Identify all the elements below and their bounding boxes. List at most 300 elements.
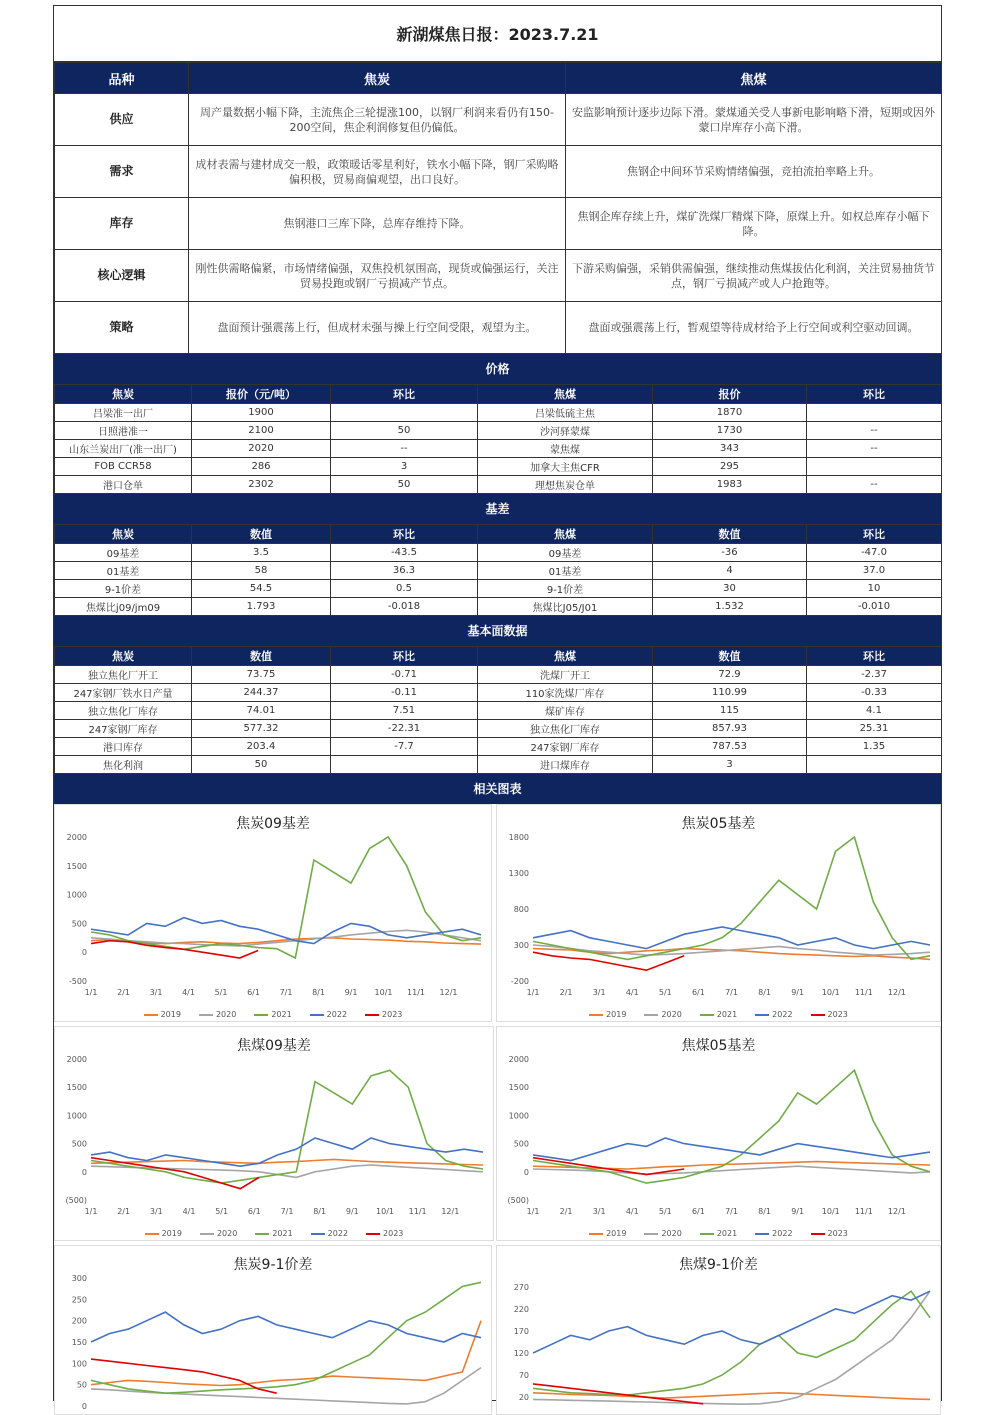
- legend-label: 2020: [661, 1010, 682, 1019]
- table-cell: [807, 404, 942, 422]
- table-cell: 2020: [192, 440, 331, 458]
- table-row: [55, 404, 942, 422]
- chart-coal-05-basis: [496, 1026, 941, 1241]
- table-cell: 110家洗煤厂库存: [478, 684, 653, 702]
- x-tick-label: 7/1: [725, 988, 738, 997]
- row-label: 库存: [55, 198, 189, 250]
- y-tick-label: 70: [518, 1371, 529, 1381]
- x-tick-label: 4/1: [625, 1207, 639, 1216]
- y-tick-label: 1500: [66, 861, 87, 871]
- table-cell: -47.0: [807, 544, 942, 562]
- legend-item: [145, 1229, 182, 1238]
- summary-header-coal: 焦煤: [566, 63, 942, 94]
- table-cell: -0.33: [807, 684, 942, 702]
- series-line-2021: [533, 1291, 930, 1395]
- table-row: [55, 738, 942, 756]
- table-cell: 110.99: [653, 684, 807, 702]
- table-cell: 吕梁低硫主焦: [478, 404, 653, 422]
- x-tick-label: 8/1: [758, 988, 772, 997]
- legend-label: 2022: [327, 1229, 349, 1238]
- table-cell: 3: [331, 458, 478, 476]
- summary-row-inventory: [55, 198, 942, 250]
- x-tick-label: 2/1: [559, 1207, 573, 1216]
- y-tick-label: 0: [81, 1167, 87, 1177]
- x-tick-label: 9/1: [345, 1207, 359, 1216]
- table-cell: 进口煤库存: [478, 756, 653, 774]
- chart-title: 焦炭09基差: [236, 816, 310, 832]
- table-cell: -2.37: [807, 666, 942, 684]
- row-label: 供应: [55, 94, 189, 146]
- table-cell: 295: [653, 458, 807, 476]
- table-cell: 203.4: [192, 738, 331, 756]
- y-tick-label: 500: [71, 1139, 87, 1149]
- table-cell: 1870: [653, 404, 807, 422]
- charts-band: 相关图表: [54, 774, 941, 804]
- summary-header-variety: 品种: [55, 63, 189, 94]
- y-tick-label: 20: [518, 1393, 529, 1403]
- table-cell: 09基差: [478, 544, 653, 562]
- table-cell: 1.35: [807, 738, 942, 756]
- table-row: [55, 440, 942, 458]
- basis-table: [54, 524, 942, 616]
- x-tick-label: 6/1: [247, 1207, 261, 1216]
- table-cell: 10: [807, 580, 942, 598]
- charts-area: [54, 804, 941, 1410]
- table-cell: 25.31: [807, 720, 942, 738]
- chart-coke-09-basis: [54, 804, 492, 1022]
- table-cell: 加拿大主焦CFR: [478, 458, 653, 476]
- legend-label: 2020: [215, 1010, 237, 1019]
- legend-swatch: [700, 1014, 714, 1016]
- x-tick-label: 9/1: [791, 988, 805, 997]
- table-row: [55, 756, 942, 774]
- chart-title: 焦煤05基差: [681, 1038, 756, 1054]
- table-cell: 4: [653, 562, 807, 580]
- legend-swatch: [644, 1014, 658, 1016]
- table-cell: -7.7: [331, 738, 478, 756]
- table-cell: 01基差: [55, 562, 192, 580]
- legend-item: [811, 1010, 848, 1019]
- table-cell: FOB CCR58: [55, 458, 192, 476]
- column-header: 焦煤: [478, 647, 653, 666]
- table-cell: -43.5: [331, 544, 478, 562]
- fundamentals-header-row: [55, 647, 942, 666]
- chart-coke-9-1-spread: [54, 1245, 492, 1415]
- table-cell: -22.31: [331, 720, 478, 738]
- x-tick-label: 2/1: [117, 1207, 131, 1216]
- table-row: [55, 720, 942, 738]
- x-tick-label: 10/1: [376, 1207, 394, 1216]
- legend-label: 2022: [772, 1010, 793, 1019]
- legend-item: [144, 1010, 181, 1019]
- y-tick-label: 170: [513, 1326, 529, 1336]
- price-table: [54, 384, 942, 494]
- table-cell: 日照港准一: [55, 422, 192, 440]
- column-header: 焦炭: [55, 525, 192, 544]
- y-tick-label: 1500: [66, 1083, 87, 1093]
- legend-swatch: [311, 1233, 325, 1235]
- table-cell: 焦煤比J05/J01: [478, 598, 653, 616]
- table-cell: 焦化利润: [55, 756, 192, 774]
- summary-row-strategy: [55, 302, 942, 354]
- y-tick-label: 300: [513, 941, 529, 950]
- x-tick-label: 9/1: [791, 1207, 805, 1216]
- legend-swatch: [366, 1233, 380, 1235]
- fundamentals-band: 基本面数据: [54, 616, 941, 646]
- summary-row-logic: [55, 250, 942, 302]
- chart-title: 焦炭9-1价差: [233, 1257, 313, 1273]
- legend-label: 2021: [716, 1010, 738, 1019]
- y-tick-label: 0: [81, 948, 87, 958]
- table-cell: -0.11: [331, 684, 478, 702]
- legend-item: [700, 1229, 737, 1238]
- x-tick-label: 2/1: [117, 988, 130, 997]
- y-tick-label: 2000: [66, 833, 87, 842]
- y-tick-label: (500): [65, 1196, 87, 1205]
- column-header: 环比: [331, 647, 478, 666]
- x-tick-label: 11/1: [854, 988, 873, 997]
- table-cell: 30: [653, 580, 807, 598]
- table-cell: 54.5: [192, 580, 331, 598]
- chart-legend: [55, 1229, 493, 1238]
- legend-swatch: [811, 1014, 825, 1016]
- legend-swatch: [254, 1014, 268, 1016]
- column-header: 报价: [653, 385, 807, 404]
- series-line-2022: [533, 1138, 930, 1161]
- legend-item: [589, 1010, 626, 1019]
- legend-swatch: [644, 1233, 658, 1235]
- legend-swatch: [310, 1014, 324, 1016]
- column-header: 数值: [192, 647, 331, 666]
- coal-text: 焦钢企中间环节采购情绪偏强，竞拍流拍率略上升。: [566, 146, 942, 198]
- chart-plot: [55, 1053, 493, 1222]
- table-cell: 247家钢厂库存: [478, 738, 653, 756]
- legend-label: 2020: [216, 1229, 238, 1238]
- table-cell: 4.1: [807, 702, 942, 720]
- table-cell: 1.532: [653, 598, 807, 616]
- x-tick-label: 5/1: [658, 988, 672, 997]
- chart-coal-9-1-spread: [496, 1245, 941, 1415]
- legend-swatch: [755, 1014, 769, 1016]
- table-cell: 0.5: [331, 580, 478, 598]
- x-tick-label: 1/1: [526, 1207, 540, 1216]
- chart-title: 焦煤09基差: [237, 1038, 311, 1054]
- series-line-2022: [533, 1291, 930, 1353]
- y-tick-label: 1300: [508, 869, 529, 878]
- column-header: 数值: [192, 525, 331, 544]
- x-tick-label: 6/1: [691, 988, 705, 997]
- report-frame: [53, 5, 942, 1411]
- legend-item: [199, 1010, 236, 1019]
- x-tick-label: 3/1: [149, 1207, 163, 1216]
- x-tick-label: 1/1: [84, 988, 98, 997]
- y-tick-label: 0: [523, 1167, 529, 1177]
- x-tick-label: 8/1: [313, 1207, 327, 1216]
- legend-item: [365, 1010, 402, 1019]
- x-tick-label: 5/1: [658, 1207, 672, 1216]
- summary-row-demand: [55, 146, 942, 198]
- table-cell: 50: [331, 422, 478, 440]
- coal-text: 焦钢企库存续上升，煤矿洗煤厂精煤下降，原煤上升。如权总库存小幅下降。: [566, 198, 942, 250]
- y-tick-label: 1500: [508, 1083, 529, 1093]
- chart-plot: [497, 1053, 940, 1222]
- legend-swatch: [365, 1014, 379, 1016]
- legend-label: 2023: [382, 1010, 403, 1019]
- column-header: 环比: [331, 525, 478, 544]
- column-header: 焦煤: [478, 385, 653, 404]
- series-line-2020: [533, 1291, 930, 1404]
- basis-header-row: [55, 525, 942, 544]
- summary-header-coke: 焦炭: [189, 63, 566, 94]
- column-header: 数值: [653, 525, 807, 544]
- table-cell: -0.71: [331, 666, 478, 684]
- table-cell: 50: [331, 476, 478, 494]
- column-header: 数值: [653, 647, 807, 666]
- y-tick-label: 300: [71, 1274, 87, 1283]
- coke-text: 盘面预计强震荡上行，但成材未强与操上行空间受限，观望为主。: [189, 302, 566, 354]
- y-tick-label: 0: [81, 1402, 87, 1411]
- y-tick-label: (500): [507, 1196, 529, 1205]
- table-cell: 09基差: [55, 544, 192, 562]
- table-cell: 港口库存: [55, 738, 192, 756]
- table-row: [55, 598, 942, 616]
- table-cell: 37.0: [807, 562, 942, 580]
- y-tick-label: 120: [513, 1349, 529, 1359]
- table-cell: [331, 756, 478, 774]
- coke-text: 刚性供需略偏紧，市场情绪偏强，双焦投机氛围高，现货或偏强运行，关注贸易投跑或钢厂亏损减产节点。: [189, 250, 566, 302]
- table-cell: 洗煤厂开工: [478, 666, 653, 684]
- legend-swatch: [589, 1233, 603, 1235]
- x-tick-label: 6/1: [691, 1207, 705, 1216]
- table-cell: 1.793: [192, 598, 331, 616]
- x-tick-label: 10/1: [374, 988, 393, 997]
- table-cell: 115: [653, 702, 807, 720]
- basis-band: 基差: [54, 494, 941, 524]
- x-tick-label: 5/1: [214, 988, 228, 997]
- x-tick-label: 12/1: [439, 988, 458, 997]
- summary-row-supply: [55, 94, 942, 146]
- legend-item: [644, 1229, 681, 1238]
- chart-coke-05-basis: [496, 804, 941, 1022]
- table-cell: 1983: [653, 476, 807, 494]
- legend-label: 2019: [161, 1229, 182, 1238]
- column-header: 环比: [331, 385, 478, 404]
- table-cell: 独立焦化厂库存: [478, 720, 653, 738]
- table-cell: 焦煤比j09/jm09: [55, 598, 192, 616]
- y-tick-label: 1000: [66, 890, 87, 900]
- y-tick-label: 100: [71, 1359, 87, 1369]
- table-cell: 7.51: [331, 702, 478, 720]
- table-cell: --: [807, 476, 942, 494]
- coal-text: 下游采购偏强，采销供需偏强，继续推动焦煤拔估化利润，关注贸易抽货节点，钢厂亏损减产或人户抢跑等。: [566, 250, 942, 302]
- legend-swatch: [700, 1233, 714, 1235]
- table-cell: -0.018: [331, 598, 478, 616]
- table-row: [55, 580, 942, 598]
- row-label: 核心逻辑: [55, 250, 189, 302]
- table-cell: [807, 458, 942, 476]
- series-line-2022: [91, 1312, 481, 1342]
- table-cell: 1900: [192, 404, 331, 422]
- coke-text: 成材表需与建材成交一般，政策暖话零星利好，铁水小幅下降，钢厂采购略偏积极，贸易商偏观望，出口良好。: [189, 146, 566, 198]
- table-cell: 港口仓单: [55, 476, 192, 494]
- table-cell: [331, 404, 478, 422]
- x-tick-label: 1/1: [84, 1207, 98, 1216]
- table-cell: 独立焦化厂库存: [55, 702, 192, 720]
- table-cell: 3: [653, 756, 807, 774]
- x-tick-label: 9/1: [344, 988, 358, 997]
- series-line-2019: [533, 1162, 930, 1169]
- table-cell: 吕梁准一出厂: [55, 404, 192, 422]
- table-cell: 理想焦炭仓单: [478, 476, 653, 494]
- row-label: 需求: [55, 146, 189, 198]
- y-tick-label: 200: [71, 1316, 87, 1326]
- legend-item: [811, 1229, 848, 1238]
- table-cell: 244.37: [192, 684, 331, 702]
- legend-item: [755, 1229, 792, 1238]
- table-row: [55, 476, 942, 494]
- y-tick-label: 250: [71, 1295, 87, 1305]
- legend-label: 2019: [160, 1010, 181, 1019]
- column-header: 焦炭: [55, 385, 192, 404]
- table-cell: 9-1价差: [478, 580, 653, 598]
- table-cell: 01基差: [478, 562, 653, 580]
- table-cell: 1730: [653, 422, 807, 440]
- column-header: 报价（元/吨）: [192, 385, 331, 404]
- table-cell: 74.01: [192, 702, 331, 720]
- x-tick-label: 11/1: [407, 988, 425, 997]
- chart-coal-09-basis: [54, 1026, 494, 1241]
- chart-plot: [55, 1272, 491, 1410]
- table-cell: [807, 756, 942, 774]
- x-tick-label: 11/1: [854, 1207, 873, 1216]
- x-tick-label: 1/1: [526, 988, 540, 997]
- legend-item: [755, 1010, 792, 1019]
- y-tick-label: 2000: [508, 1055, 529, 1064]
- legend-swatch: [199, 1014, 213, 1016]
- legend-item: [366, 1229, 403, 1238]
- column-header: 焦炭: [55, 647, 192, 666]
- x-tick-label: 8/1: [312, 988, 325, 997]
- y-tick-label: 50: [76, 1380, 87, 1390]
- y-tick-label: 800: [513, 905, 529, 914]
- table-cell: 247家钢厂库存: [55, 720, 192, 738]
- legend-swatch: [144, 1014, 158, 1016]
- table-cell: 857.93: [653, 720, 807, 738]
- chart-title: 焦炭05基差: [681, 816, 756, 832]
- x-tick-label: 7/1: [725, 1207, 738, 1216]
- legend-item: [589, 1229, 626, 1238]
- x-tick-label: 4/1: [182, 1207, 196, 1216]
- table-cell: 787.53: [653, 738, 807, 756]
- y-tick-label: -500: [68, 977, 87, 986]
- y-tick-label: 1000: [508, 1111, 529, 1121]
- table-cell: 沙河驿蒙煤: [478, 422, 653, 440]
- x-tick-label: 4/1: [625, 988, 639, 997]
- table-cell: 独立焦化厂开工: [55, 666, 192, 684]
- column-header: 环比: [807, 525, 942, 544]
- table-cell: 36.3: [331, 562, 478, 580]
- chart-legend: [55, 1010, 491, 1019]
- legend-label: 2023: [383, 1229, 404, 1238]
- chart-plot: [497, 1272, 940, 1410]
- x-tick-label: 12/1: [887, 988, 906, 997]
- table-cell: 50: [192, 756, 331, 774]
- legend-item: [254, 1010, 291, 1019]
- coal-text: 安监影响预计逐步边际下滑。蒙煤通关受人事新电影响略下滑，短期或因外蒙口岸库存小高下滑。: [566, 94, 942, 146]
- y-tick-label: 150: [71, 1338, 87, 1347]
- legend-item: [200, 1229, 237, 1238]
- x-tick-label: 10/1: [821, 1207, 840, 1216]
- legend-label: 2022: [772, 1229, 793, 1238]
- table-row: [55, 666, 942, 684]
- table-row: [55, 422, 942, 440]
- legend-label: 2021: [272, 1229, 293, 1238]
- column-header: 环比: [807, 385, 942, 404]
- x-tick-label: 3/1: [592, 1207, 606, 1216]
- table-cell: --: [807, 440, 942, 458]
- coke-text: 周产量数据小幅下降，主流焦企三轮提涨100，以钢厂利润来看仍有150-200空间，焦企利润修复但仍偏低。: [189, 94, 566, 146]
- coal-text: 盘面或强震荡上行，暂观望等待成材给予上行空间或利空驱动回调。: [566, 302, 942, 354]
- x-tick-label: 7/1: [280, 1207, 294, 1216]
- legend-item: [310, 1010, 347, 1019]
- table-cell: --: [331, 440, 478, 458]
- chart-legend: [497, 1229, 940, 1238]
- legend-item: [255, 1229, 292, 1238]
- table-cell: 3.5: [192, 544, 331, 562]
- y-tick-label: -200: [510, 977, 529, 986]
- legend-label: 2023: [827, 1010, 848, 1019]
- y-tick-label: 1800: [508, 833, 529, 842]
- series-line-2020: [533, 945, 930, 955]
- x-tick-label: 2/1: [559, 988, 573, 997]
- y-tick-label: 270: [513, 1282, 529, 1292]
- y-tick-label: 220: [513, 1304, 529, 1314]
- y-tick-label: 1000: [66, 1111, 87, 1121]
- x-tick-label: 8/1: [758, 1207, 772, 1216]
- table-cell: 2100: [192, 422, 331, 440]
- table-row: [55, 562, 942, 580]
- legend-item: [644, 1010, 681, 1019]
- price-band: 价格: [54, 354, 941, 384]
- table-cell: 58: [192, 562, 331, 580]
- x-tick-label: 5/1: [215, 1207, 229, 1216]
- legend-label: 2019: [606, 1010, 627, 1019]
- legend-swatch: [589, 1014, 603, 1016]
- legend-swatch: [200, 1233, 214, 1235]
- legend-item: [311, 1229, 348, 1238]
- table-row: [55, 684, 942, 702]
- table-cell: 9-1价差: [55, 580, 192, 598]
- table-row: [55, 702, 942, 720]
- legend-swatch: [255, 1233, 269, 1235]
- table-cell: 286: [192, 458, 331, 476]
- table-cell: --: [807, 422, 942, 440]
- table-cell: 山东兰炭出厂(准一出厂): [55, 440, 192, 458]
- legend-swatch: [145, 1233, 159, 1235]
- table-cell: 煤矿库存: [478, 702, 653, 720]
- legend-label: 2019: [606, 1229, 627, 1238]
- coke-text: 焦钢港口三库下降，总库存维持下降。: [189, 198, 566, 250]
- x-tick-label: 7/1: [279, 988, 293, 997]
- legend-item: [700, 1010, 737, 1019]
- x-tick-label: 10/1: [821, 988, 840, 997]
- table-cell: 2302: [192, 476, 331, 494]
- report-title: 新湖煤焦日报：2023.7.21: [54, 6, 941, 62]
- chart-plot: [55, 831, 491, 1003]
- table-cell: 蒙焦煤: [478, 440, 653, 458]
- legend-label: 2020: [661, 1229, 682, 1238]
- x-tick-label: 12/1: [441, 1207, 460, 1216]
